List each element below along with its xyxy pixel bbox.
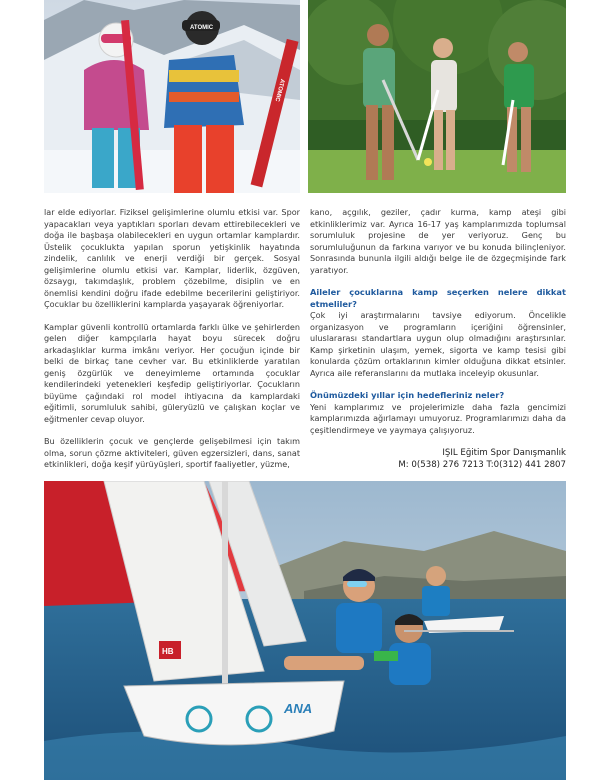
article-paragraph: Bu özelliklerin çocuk ve gençlerde gelişebilmesi için takım olma, sorun çözme aktiviteleri, güven egzersizleri, dans, sanat etkinlikleri, doğa keşif yürüyüşleri, sportif faaliyetler, yüzme, bbox=[44, 436, 300, 469]
hull-text: ANA bbox=[284, 701, 313, 716]
article-paragraph: Kamplar güvenli kontrollü ortamlarda farklı ülke ve şehirlerden gelen diğer kampçılarla hayat boyu sürecek doğru arkadaşlıklar kurma imkânı veriyor. Her çocuğun içinde bir belki de birkaç tane cevher var. Bu etkinliklerde yaratılan geniş özgürlük ve deneyimleme ortamında çocuklar kendilerindeki yetenekleri keşfedip geliştiriyorlar. Çocukların büyüme çağındaki rol model ihtiyacına da kamplardaki eğitimli, sorumluluk sahibi, güleryüzlü ve çalışkan koçlar ve eğitmenler cevap oluyor. bbox=[44, 321, 300, 424]
article-column-right bbox=[310, 207, 566, 471]
contact-phone: M: 0(538) 276 7213 T:0(312) 441 2807 bbox=[398, 460, 566, 470]
article-paragraph: kano, açgılık, geziler, çadır kurma, kamp ateşi gibi etkinliklerimiz var. Ayrıca 16-17 yaş kamplarımızda toplumsal sorumluluk projesine de yer veriyoruz. Genç bu sorumluluğunun da farkına varıyor ve bu konuda bilinçleniyor. Sonrasında bununla ilgili aldığı belge ile de özgeçmişinde fark yaratıyor. bbox=[310, 207, 566, 275]
signature-block bbox=[310, 447, 566, 471]
photo-field-hockey bbox=[308, 0, 566, 193]
page-margin-left bbox=[0, 0, 44, 780]
photo-kids-skiing bbox=[44, 0, 300, 193]
helmet-brand-text: ATOMIC bbox=[190, 25, 214, 31]
article-paragraph: lar elde ediyorlar. Fiziksel gelişimlerine olumlu etkisi var. Spor yapacakları veya yaptıkları sporları devam ettirebilecekleri ve doğa ile başbaşa olabilecekleri en uygun ortamlar kamplardır. Üstelik çocuklukta yapılan sporun yetişkinlik hayatında zindelik, canlılık ve enerji verdiği bir gerçek. Sosyal gelişimlerine olumlu etkisi var. Kamplar, liderlik, özgüven, özsaygı, takımdaşlık, problem çözebilme, disiplin ve en önemlisi kendini doğru ifade edebilme becerilerini geliştiriyor. Çocuklar bu özelliklerini kamplarda yaşayarak öğreniyorlar. bbox=[44, 207, 300, 309]
company-name: IŞIL Eğitim Spor Danışmanlık bbox=[442, 448, 566, 458]
interview-question: Önümüzdeki yıllar için hedefleriniz neler? bbox=[310, 390, 505, 400]
interview-answer: Yeni kamplarımız ve projelerimizle daha fazla gencimizi kamplarımızda ağırlamayı umuyoruz. Programlarımızı daha da çeşitlendirmeye ve yaymaya çalışıyoruz. bbox=[310, 401, 566, 435]
interview-question: Aileler çocuklarına kamp seçerken nelere dikkat etmeliler? bbox=[310, 287, 566, 309]
photo-sailing bbox=[44, 481, 566, 780]
sail-number-text: HB bbox=[162, 647, 174, 656]
ski-brand-text: ATOMIC bbox=[273, 78, 285, 103]
interview-answer: Çok iyi araştırmalarını tavsiye ediyorum. Öncelikle organizasyon ve programların içeriğini öğrensinler, uluslararası standartlara uygun olup olmadığını araştırsınlar. Kamp şirketinin ulaşım, yemek, sigorta ve kamp tesisi gibi konularda çözüm ortaklarının kimler olduğuna dikkat etsinler. Ayrıca aile referanslarını da mutlaka inceleyip okusunlar. bbox=[310, 310, 566, 378]
page-margin-right bbox=[567, 0, 609, 780]
article-column-left bbox=[44, 207, 300, 482]
